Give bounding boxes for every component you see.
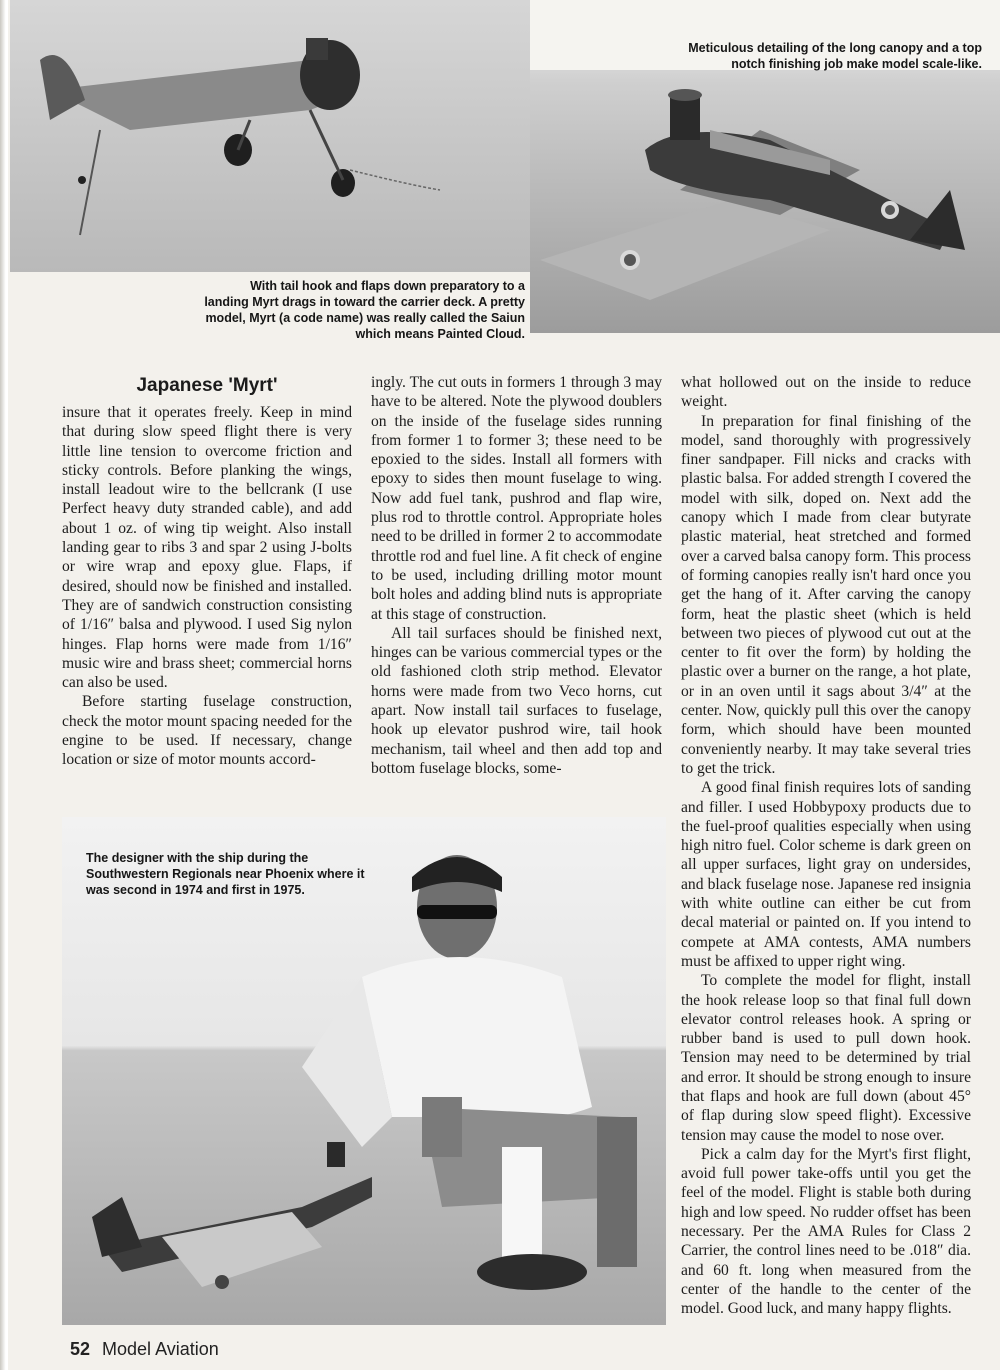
photo-model-in-flight [10,0,538,272]
col1-paragraph: Before starting fuselage construction, check the motor mount spacing needed for the engine to be used. If necessary, change location or size of motor mounts accord- [62,693,352,769]
caption-model-in-flight: With tail hook and flaps down preparatory to a landing Myrt drags in toward the carrier deck. A pretty model, Myrt (a code name) was really called the Saiun which means Painted Cloud. [204,279,525,341]
article-heading: Japanese 'Myrt' [136,375,278,396]
col3-paragraph: what hollowed out on the inside to reduce weight. [681,374,971,411]
caption-model-on-ground: Meticulous detailing of the long canopy and a top notch finishing job make model scale-like. [688,41,982,71]
scan-edge [0,0,8,1370]
article-column-3 [681,373,971,1319]
col1-paragraph: insure that it operates freely. Keep in mind that during slow speed flight there is very little line tension to overcome friction and sticky controls. Before planking the wings, install leadout wire to the bellcrank (I use Perfect heavy duty stranded cable), and add about 1 oz. of wing tip weight. Also install landing gear to ribs 3 and spar 2 using J-bolts or wire wrap and epoxy glue. Flaps, if desired, should now be finished and installed. They are of sandwich construction consisting of 1/16″ balsa and plywood. I used Sig nylon hinges. Flap horns were made from 1/16″ music wire and brass sheet; commercial horns can also be used. [62,404,352,692]
col3-paragraph: In preparation for final finishing of the model, sand thoroughly with progressively finer sandpaper. Fill nicks and cracks with plastic balsa. For added strength I covered the model with silk, doped on. Next add the canopy which I made from clear butyrate plastic material, heat stretched and formed over a carved balsa canopy form. This process of forming canopies really isn't hard once you get the hang of it. After carving the canopy form, heat the plastic sheet (which is held between two pieces of plywood cut out at the center to fit over the form) by holding the plastic over a burner on the range, a hot plate, or in an oven until it sags about 3/4″ at the center. Now, quickly pull this over the canopy form, which should have been mounted conveniently nearby. It may take several tries to get the trick. [681,412,971,777]
col2-paragraph: All tail surfaces should be finished next, hinges can be various commercial types or the old fashioned cloth strip method. Elevator horns were made from two Veco horns, cut apart. Now install tail surfaces to fuselage, hook up elevator pushrod wire, tail hook mechanism, tail wheel and then add top and bottom fuselage blocks, some- [371,624,662,777]
magazine-name: Model Aviation [102,1339,219,1359]
col3-paragraph: Pick a calm day for the Myrt's first flight, avoid full power take-offs until you get the feel of the model. Flight is stable both during high and low speed. No rudder offset has been necessary. Per the AMA Rules for Class 2 Carrier, the control lines need to be .018″ dia. and 60 ft. long when measured from the center of the handle to the center of the model. Good luck, and many happy flights. [681,1145,971,1318]
page-number: 52 [70,1339,91,1359]
col3-paragraph: To complete the model for flight, install the hook release loop so that final full down elevator control releases hook. A spring or rubber band is used to pull down hook. Tension may need to be determined by trial and error. It should be strong enough to insure that flaps and hook are full down (about 45° of flap during slow speed flight). Excessive tension may cause the model to nose over. [681,972,971,1144]
caption-designer-with-model: The designer with the ship during the Southwestern Regionals near Phoenix where it was second in 1974 and first in 1975. [86,851,365,897]
page-footer [70,1339,219,1360]
col3-paragraph: A good final finish requires lots of sanding and filler. I used Hobbypoxy products due to the fuel-proof qualities especially when using high nitro fuel. Color scheme is dark green on all upper surfaces, light gray on undersides, and black fuselage nose. Japanese red insignia with white outline can either be cut from decal material or painted on. If you intend to compete at AMA contests, AMA numbers must be affixed to upper right wing. [681,779,971,970]
col2-paragraph: ingly. The cut outs in formers 1 through 3 may have to be altered. Note the plywood doublers on the inside of the fuselage sides running from former 1 to former 3; these need to be epoxied to the sides. Install all formers with epoxy to sides then mount fuselage to wing. Now add fuel tank, pushrod and flap wire, plus rod to throttle control. Appropriate holes need to be drilled in former 2 to accommodate throttle rod and fuel line. A fit check of engine to be used, including drilling motor mount bolt holes and adding blind nuts is appropriate at this stage of construction. [371,374,662,623]
article-column-1 [62,373,352,770]
article-column-2 [371,373,662,778]
